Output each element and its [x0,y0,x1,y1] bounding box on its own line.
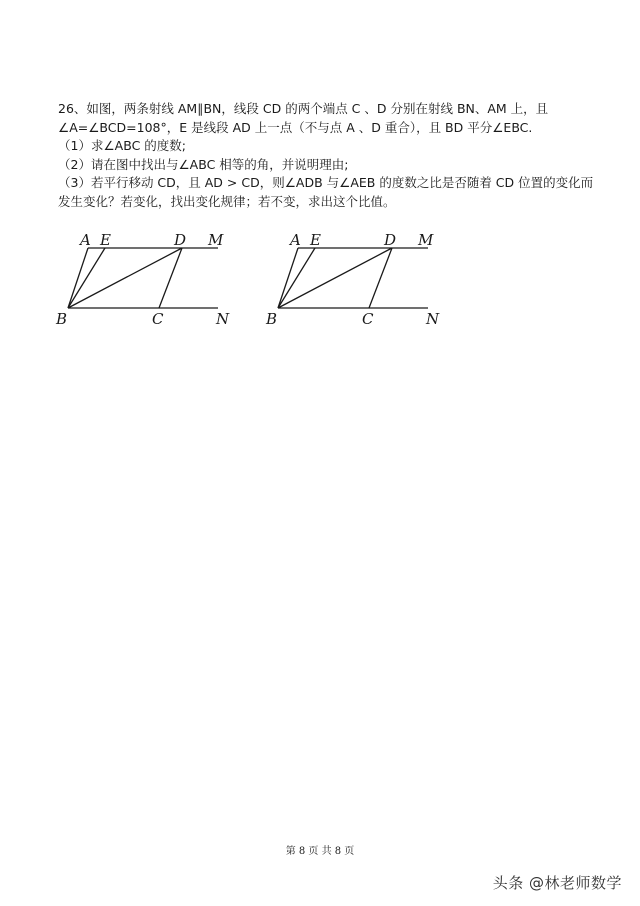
label-m: M [208,231,224,249]
label-d: D [174,231,187,249]
problem-text [58,100,618,211]
geometry-figure-left [52,228,242,332]
label-c: C [362,310,374,328]
segment-be [68,248,105,308]
problem-line-5: （3）若平行移动 CD，且 AD > CD，则∠ADB 与∠AEB 的度数之比是否随着 CD 位置的变化而 [58,175,594,190]
problem-line-6: 发生变化？若变化，找出变化规律；若不变，求出这个比值。 [58,193,396,209]
label-m: M [418,231,434,249]
label-e: E [100,231,111,249]
segment-cd [369,248,392,308]
watermark: 头条 @林老师数学 [492,874,622,892]
geometry-figure-right [262,228,452,332]
label-a: A [80,231,91,249]
geometry-figure-left-svg [52,228,242,328]
problem-line-1: 26、如图，两条射线 AM∥BN，线段 CD 的两个端点 C 、D 分别在射线 BN、AM 上，且 [58,101,549,116]
label-d: D [384,231,397,249]
problem-line-2: ∠A=∠BCD=108°，E 是线段 AD 上一点（不与点 A 、D 重合），且 BD 平分∠EBC. [58,119,533,135]
label-b: B [56,310,68,328]
segment-be [278,248,315,308]
label-e: E [310,231,321,249]
label-b: B [266,310,278,328]
page-footer: 第 8 页 共 8 页 [285,846,355,857]
problem-line-3: （1）求∠ABC 的度数; [58,138,186,153]
label-n: N [216,310,230,328]
geometry-figure-right-svg [262,228,452,328]
problem-line-4: （2）请在图中找出与∠ABC 相等的角，并说明理由; [58,156,349,172]
label-a: A [290,231,301,249]
label-c: C [152,310,164,328]
label-n: N [426,310,440,328]
segment-cd [159,248,182,308]
